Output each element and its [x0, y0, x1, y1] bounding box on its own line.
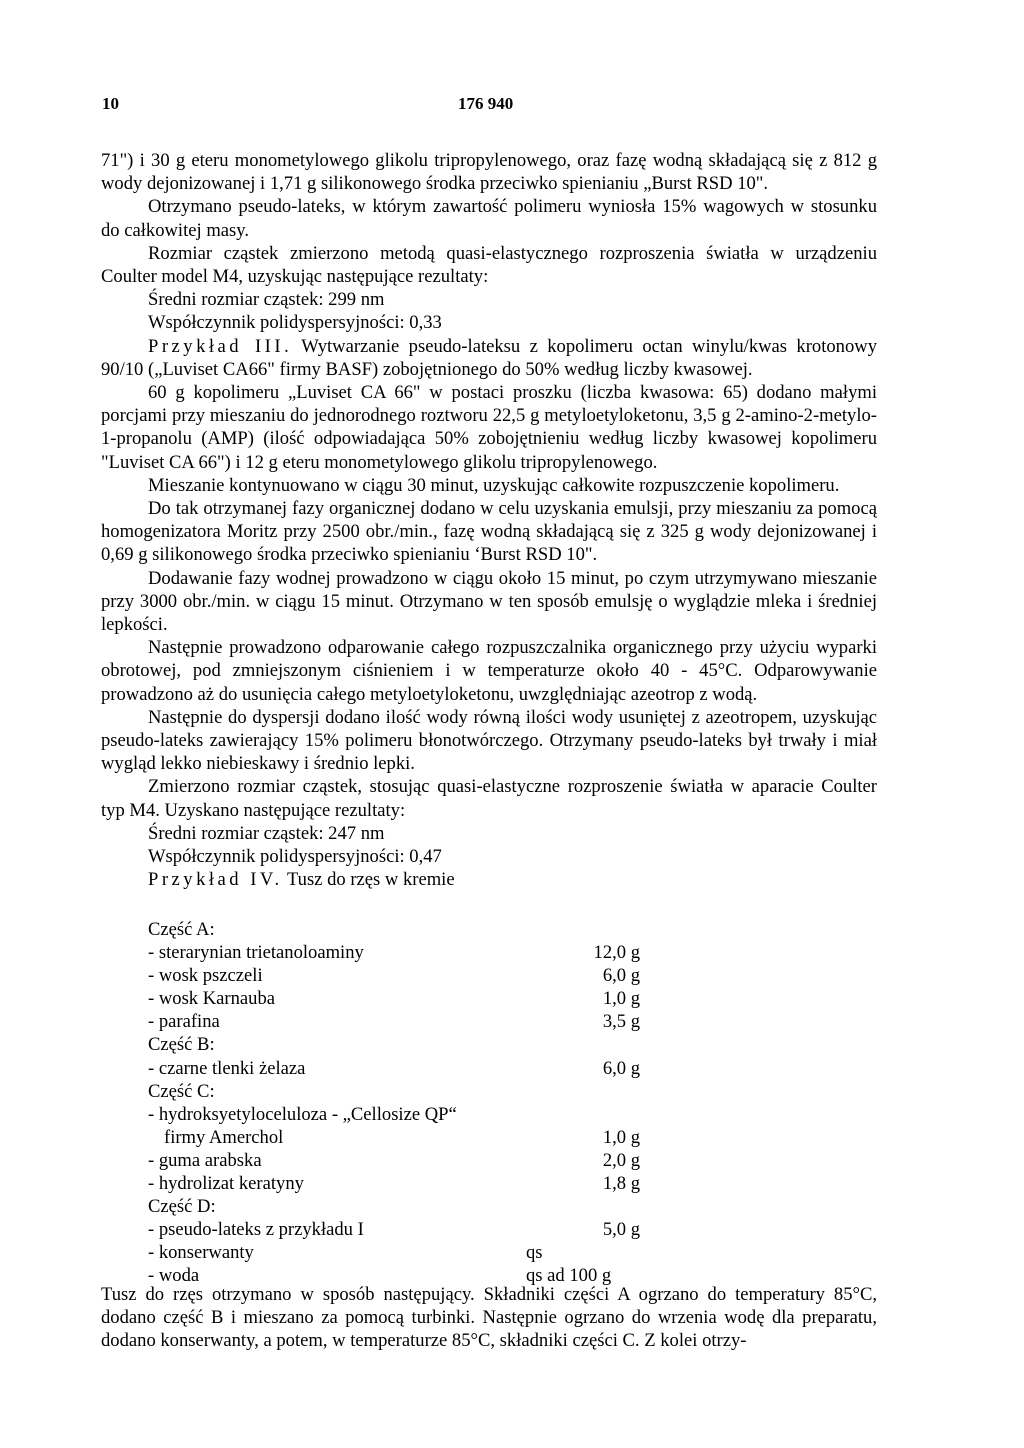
- ingredient-amount: qs ad 100 g: [526, 1265, 612, 1287]
- ingredients-table: [148, 918, 648, 1288]
- ingredient-row: [148, 1103, 648, 1126]
- closing-text: [101, 1283, 877, 1353]
- ingredient-name: - hydrolizat keratyny: [148, 1173, 304, 1195]
- paragraph: Otrzymano pseudo-lateks, w którym zawartość polimeru wyniosła 15% wagowych w stosunku do całkowitej masy.: [101, 196, 877, 241]
- ingredient-amount: 1,0 g: [602, 1126, 640, 1148]
- paragraph: Dodawanie fazy wodnej prowadzono w ciągu około 15 minut, po czym utrzymywano mieszanie przy 3000 obr./min. w ciągu 15 minut. Otrzymano w ten sposób emulsję o wyglądzie mleka i średniej lepkości.: [101, 567, 877, 636]
- paragraph: Następnie prowadzono odparowanie całego rozpuszczalnika organicznego przy użyciu wyparki obrotowej, pod zmniejszonym ciśnieniem i w temperaturze około 40 - 45°C. Odparowywanie prowadzono aż do usunięcia całego metyloetyloketonu, uwzględniając azeotrop z wodą.: [101, 637, 877, 705]
- ingredient-amount: 1,0 g: [602, 988, 640, 1010]
- ingredient-name: - wosk Karnauba: [148, 988, 276, 1010]
- paragraph: Rozmiar cząstek zmierzono metodą quasi-elastycznego rozproszenia światła w urządzeniu Coulter model M4, uzyskując następujące rezultaty:: [101, 242, 877, 288]
- ingredient-row: [148, 1172, 648, 1195]
- paragraph: Mieszanie kontynuowano w ciągu 30 minut, uzyskując całkowite rozpuszczenie kopolimeru.: [148, 474, 840, 496]
- part-title: [148, 918, 648, 941]
- ingredient-row: [148, 1010, 648, 1033]
- ingredient-name: firmy Amerchol: [164, 1126, 284, 1148]
- ingredient-name: - pseudo-lateks z przykładu I: [148, 1219, 364, 1241]
- ingredient-name: - guma arabska: [148, 1149, 262, 1171]
- paragraph: Zmierzono rozmiar cząstek, stosując quasi-elastyczne rozproszenie światła w aparacie Coulter typ M4. Uzyskano następujące rezultaty:: [101, 776, 877, 821]
- ingredient-row: [148, 987, 648, 1010]
- ingredient-row: [148, 1218, 648, 1241]
- ingredient-amount: qs: [526, 1242, 543, 1264]
- result-line: Współczynnik polidyspersyjności: 0,33: [148, 312, 442, 334]
- part-b-title: Część B:: [148, 1034, 215, 1056]
- ingredient-row: [148, 941, 648, 964]
- ingredient-name: - czarne tlenki żelaza: [148, 1057, 306, 1079]
- example-4-label: Przykład IV.: [148, 869, 283, 891]
- ingredient-amount: 2,0 g: [602, 1149, 640, 1171]
- ingredient-row: [148, 964, 648, 987]
- part-c-title: Część C:: [148, 1080, 215, 1102]
- ingredient-amount: 6,0 g: [602, 1057, 640, 1079]
- ingredient-name: - konserwanty: [148, 1242, 254, 1264]
- result-line: Średni rozmiar cząstek: 299 nm: [148, 289, 385, 311]
- ingredient-row: [148, 1241, 648, 1264]
- example-4-paragraph: [101, 868, 877, 891]
- ingredient-name: - sterarynian trietanoloaminy: [148, 942, 364, 964]
- paragraph: 71") i 30 g eteru monometylowego glikolu tripropylenowego, oraz fazę wodną składającą się z 812 g wody dejonizowanej i 1,71 g silikonowego środka przeciwko spienianiu „Burst RSD 10".: [101, 150, 877, 195]
- ingredient-amount: 5,0 g: [602, 1219, 640, 1241]
- paragraph: Tusz do rzęs otrzymano w sposób następujący. Składniki części A ogrzano do temperatury 85°C, dodano część B i mieszano za pomocą turbinki. Następnie ogrzano do wrzenia wodę dla preparatu, dodano konserwanty, a potem, w temperaturze 85°C, składniki części C. Z kolei otrzy-: [101, 1284, 877, 1352]
- part-title: [148, 1195, 648, 1218]
- page-header: [0, 94, 1024, 118]
- paragraph: Do tak otrzymanej fazy organicznej dodano w celu uzyskania emulsji, przy mieszaniu za pomocą homogenizatora Moritz przy 2500 obr./min., fazę wodną składającą się z 325 g wody dejonizowanej i 0,69 g silikonowego środka przeciwko spienianiu ‘Burst RSD 10".: [101, 498, 877, 566]
- ingredient-row: [148, 1149, 648, 1172]
- paragraph: 60 g kopolimeru „Luviset CA 66" w postaci proszku (liczba kwasowa: 65) dodano małymi porcjami przy mieszaniu do jednorodnego roztworu 22,5 g metyloetyloketonu, 3,5 g 2-amino-2-metylo-1-propanolu (AMP) (ilość odpowiadająca 50% zobojętnieniu według liczby kwasowej kopolimeru "Luviset CA 66") i 12 g eteru monometylowego glikolu tripropylenowego.: [101, 382, 877, 473]
- part-title: [148, 1080, 648, 1103]
- ingredient-amount: 12,0 g: [593, 942, 640, 964]
- result-line: Współczynnik polidyspersyjności: 0,47: [148, 846, 442, 868]
- paragraph: Następnie do dyspersji dodano ilość wody równą ilości wody usuniętej z azeotropem, uzyskując pseudo-lateks zawierający 15% polimeru błonotwórczego. Otrzymany pseudo-lateks był trwały i miał wygląd lekko niebieskawy i średnio lepki.: [101, 706, 877, 775]
- ingredient-amount: 6,0 g: [602, 965, 640, 987]
- example-3-label: Przykład III.: [148, 335, 293, 357]
- ingredient-name: - woda: [148, 1265, 200, 1287]
- ingredient-row: [148, 1126, 648, 1149]
- example-4-text: Tusz do rzęs w kremie: [286, 869, 455, 891]
- part-a-title: Część A:: [148, 919, 215, 940]
- ingredient-name: - hydroksyetyloceluloza - „Cellosize QP“: [148, 1103, 457, 1125]
- ingredient-amount: 3,5 g: [602, 1011, 640, 1033]
- document-number: 176 940: [458, 94, 514, 113]
- ingredient-name: - wosk pszczeli: [148, 965, 263, 987]
- part-title: [148, 1033, 648, 1056]
- ingredient-name: - parafina: [148, 1011, 220, 1033]
- example-3-text: Wytwarzanie pseudo-lateksu z kopolimeru octan winylu/kwas krotonowy 90/10 („Luviset CA66" firmy BASF) zobojętnionego do 50% według liczby kwasowej.: [101, 335, 877, 380]
- example-3-paragraph: [101, 335, 877, 381]
- page-number: 10: [102, 94, 119, 113]
- main-text: [101, 149, 877, 892]
- part-d-title: Część D:: [148, 1196, 216, 1218]
- result-line: Średni rozmiar cząstek: 247 nm: [148, 822, 385, 844]
- ingredient-amount: 1,8 g: [602, 1173, 640, 1195]
- ingredient-row: [148, 1057, 648, 1080]
